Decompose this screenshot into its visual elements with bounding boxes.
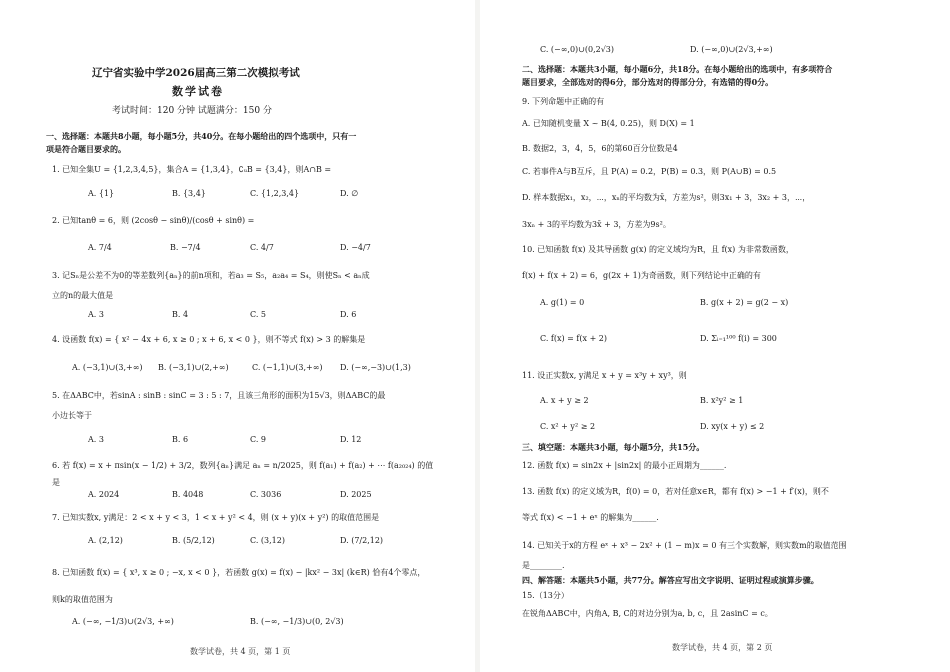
- question-6-cont: 是: [52, 478, 60, 487]
- q3-option-d: D. 6: [340, 310, 357, 319]
- q1-option-b: B. {3,4}: [172, 189, 206, 198]
- question-10: 10. 已知函数 f(x) 及其导函数 g(x) 的定义域均为R，且 f(x) 为非常数函数，: [522, 245, 794, 254]
- q7-option-c: C. (3,12): [250, 536, 285, 545]
- section1-heading-cont: 项是符合题目要求的。: [46, 144, 126, 154]
- question-10-cont: f(x) + f(x + 2) = 6，g(2x + 1)为奇函数，则下列结论中正确的有: [522, 271, 761, 280]
- q7-option-d: D. (7/2,12): [340, 536, 384, 545]
- q5-option-a: A. 3: [88, 435, 104, 444]
- question-3-cont: 立的n的最大值是: [52, 291, 114, 300]
- question-14: 14. 已知关于x的方程 eˣ + x³ − 2x² + (1 − m)x = 0 有三个实数解，则实数m的取值范围: [522, 541, 847, 550]
- q2-option-b: B. −7/4: [170, 243, 201, 252]
- q1-option-c: C. {1,2,3,4}: [250, 189, 300, 198]
- question-1: 1. 已知全集U = {1,2,3,4,5}，集合A = {1,3,4}，∁ᵤB = {3,4}，则A∩B =: [52, 165, 332, 174]
- exam-info: 考试时间：120 分钟 试题满分：150 分: [112, 106, 272, 116]
- section3-heading: 三、填空题：本题共3小题，每小题5分，共15分。: [522, 442, 705, 452]
- exam-header-title: 辽宁省实验中学2026届高三第二次模拟考试: [92, 67, 300, 79]
- page-footer: 数学试卷，共 4 页，第 2 页: [672, 643, 773, 652]
- q9-option-d-cont: 3xₙ + 3的平均数为3x̄ + 3，方差为9s²。: [522, 220, 671, 229]
- question-4: 4. 设函数 f(x) = { x² − 4x + 6, x ≥ 0 ; x + 6, x < 0 }，则不等式 f(x) > 3 的解集是: [52, 335, 366, 344]
- q2-option-d: D. −4/7: [340, 243, 371, 252]
- q5-option-d: D. 12: [340, 435, 362, 444]
- q10-option-b: B. g(x + 2) = g(2 − x): [700, 298, 789, 307]
- section4-heading: 四、解答题：本题共5小题，共77分。解答应写出文字说明、证明过程或演算步骤。: [522, 575, 819, 585]
- q9-option-a: A. 已知随机变量 X ~ B(4, 0.25)，则 D(X) = 1: [522, 119, 695, 128]
- question-5: 5. 在ΔABC中，若sinA : sinB : sinC = 3 : 5 : 7，且该三角形的面积为15√3，则ΔABC的最: [52, 391, 386, 400]
- q8-option-d: D. (−∞,0)∪(2√3,+∞): [690, 45, 773, 54]
- question-13: 13. 函数 f(x) 的定义域为R，f(0) = 0，若对任意x∈R，都有 f(x) > −1 + f′(x)，则不: [522, 487, 829, 496]
- exam-page-2: [480, 0, 950, 672]
- q11-option-b: B. x²y² ≥ 1: [700, 396, 744, 405]
- q3-option-a: A. 3: [88, 310, 104, 319]
- q6-option-b: B. 4048: [172, 490, 204, 499]
- question-11: 11. 设正实数x, y满足 x + y = x³y + xy³，则: [522, 371, 687, 380]
- q4-option-c: C. (−1,1)∪(3,+∞): [252, 363, 323, 372]
- question-15-body: 在锐角ΔABC中，内角A, B, C的对边分别为a, b, c，且 2asinC = c。: [522, 609, 773, 618]
- question-5-cont: 小边长等于: [52, 411, 92, 420]
- q5-option-b: B. 6: [172, 435, 189, 444]
- section1-heading: 一、选择题：本题共8小题，每小题5分，共40分。在每小题给出的四个选项中，只有一: [46, 131, 357, 141]
- question-14-cont: 是________.: [522, 561, 565, 570]
- q6-option-a: A. 2024: [88, 490, 120, 499]
- question-7: 7. 已知实数x, y满足：2 < x + y < 3，1 < x + y² < 4，则 (x + y)(x + y²) 的取值范围是: [52, 513, 380, 522]
- q4-option-b: B. (−3,1)∪(2,+∞): [158, 363, 229, 372]
- question-2: 2. 已知tanθ = 6，则 (2cosθ − sinθ)/(cosθ + sinθ) =: [52, 216, 255, 225]
- subject-title: 数学试卷: [172, 85, 224, 98]
- q4-option-a: A. (−3,1)∪(3,+∞): [72, 363, 143, 372]
- q9-option-b: B. 数据2，3，4，5，6的第60百分位数是4: [522, 144, 678, 153]
- question-13-cont: 等式 f(x) < −1 + eˣ 的解集为______.: [522, 513, 659, 522]
- q10-option-a: A. g(1) = 0: [540, 298, 585, 307]
- q6-option-c: C. 3036: [250, 490, 282, 499]
- question-9: 9. 下列命题中正确的有: [522, 97, 605, 106]
- q2-option-a: A. 7/4: [88, 243, 112, 252]
- q2-option-c: C. 4/7: [250, 243, 274, 252]
- question-8: 8. 已知函数 f(x) = { x³, x ≥ 0 ; −x, x < 0 }，若函数 g(x) = f(x) − |kx² − 3x| (k∈R) 恰有4个零点，: [52, 568, 426, 577]
- q1-option-d: D. ∅: [340, 189, 359, 198]
- q8-option-c: C. (−∞,0)∪(0,2√3): [540, 45, 615, 54]
- q7-option-b: B. (5/2,12): [172, 536, 215, 545]
- q6-option-d: D. 2025: [340, 490, 372, 499]
- q5-option-c: C. 9: [250, 435, 267, 444]
- question-12: 12. 函数 f(x) = sin2x + |sin2x| 的最小正周期为______.: [522, 461, 727, 470]
- q8-option-b: B. (−∞, −1/3)∪(0, 2√3): [250, 617, 344, 626]
- q7-option-a: A. (2,12): [88, 536, 123, 545]
- section2-heading-cont: 题目要求，全部选对的得6分，部分选对的得部分分，有选错的得0分。: [522, 77, 774, 87]
- q10-option-d: D. Σᵢ₌₁¹⁰⁰ f(i) = 300: [700, 334, 777, 343]
- q1-option-a: A. {1}: [88, 189, 115, 198]
- q10-option-c: C. f(x) = f(x + 2): [540, 334, 608, 343]
- q9-option-d: D. 样本数据x₁，x₂，⋯，xₙ的平均数为x̄，方差为s²，则3x₁ + 3，3x₂ + 3，⋯，: [522, 193, 811, 202]
- question-15: 15.（13分）: [522, 591, 569, 600]
- q3-option-c: C. 5: [250, 310, 267, 319]
- q8-option-a: A. (−∞, −1/3)∪(2√3, +∞): [72, 617, 174, 626]
- section2-heading: 二、选择题：本题共3小题，每小题6分，共18分。在每小题给出的选项中，有多项符合: [522, 64, 833, 74]
- q4-option-d: D. (−∞,−3)∪(1,3): [340, 363, 411, 372]
- q11-option-c: C. x² + y² ≥ 2: [540, 422, 596, 431]
- question-6: 6. 若 f(x) = x + πsin(x − 1/2) + 3/2，数列{aₙ}满足 aₙ = n/2025，则 f(a₁) + f(a₂) + ⋯ f(a₂₀₂₄) 的值: [52, 461, 434, 470]
- q9-option-c: C. 若事件A与B互斥，且 P(A) = 0.2，P(B) = 0.3，则 P(A∪B) = 0.5: [522, 167, 777, 176]
- q3-option-b: B. 4: [172, 310, 189, 319]
- question-8-cont: 则k的取值范围为: [52, 595, 113, 604]
- question-3: 3. 记Sₙ是公差不为0的等差数列{aₙ}的前n项和，若a₃ = S₅，a₂a₄ = S₄，则使Sₙ < aₙ成: [52, 271, 370, 280]
- page-footer: 数学试卷，共 4 页，第 1 页: [190, 647, 291, 656]
- q11-option-a: A. x + y ≥ 2: [540, 396, 589, 405]
- q11-option-d: D. xy(x + y) ≤ 2: [700, 422, 765, 431]
